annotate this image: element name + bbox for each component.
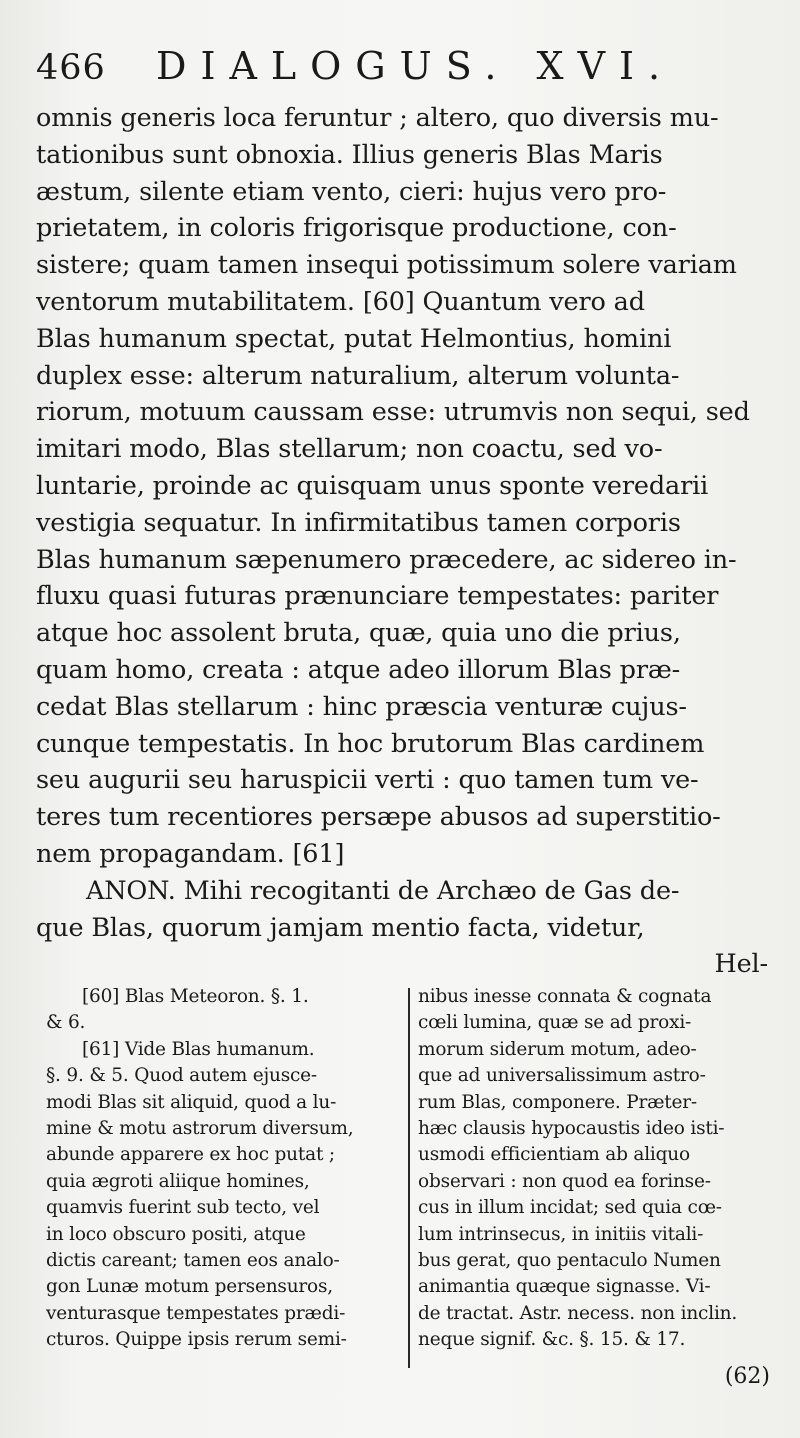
text-line: prietatem, in coloris frigorisque productione, con- [36,213,677,244]
text-line: cunque tempestatis. In hoc brutorum Blas cardinem [36,728,705,759]
text-line: vestigia sequatur. In infirmitatibus tamen corporis [36,507,681,538]
footnote-line: abunde apparere ex hoc putat ; [46,1144,335,1166]
text-line: teres tum recentiores persæpe abusos ad superstitio- [36,802,721,833]
footnote-line: hæc clausis hypocaustis ideo isti- [418,1117,725,1139]
footnote-line: cœli lumina, quæ se ad proxi- [418,1012,692,1034]
text-line: que Blas, quorum jamjam mentio facta, videtur, [36,912,645,943]
footnote-line: gon Lunæ motum persensuros, [46,1276,333,1298]
text-line: luntarie, proinde ac quisquam unus sponte veredarii [36,470,709,501]
main-text [36,100,776,983]
footnote-line: rum Blas, componere. Præter- [418,1091,697,1113]
text-line: riorum, motuum caussam esse: utrumvis non sequi, sed [36,397,750,428]
text-line: tationibus sunt obnoxia. Illius generis Blas Maris [36,139,663,170]
footnote-line: dictis careant; tamen eos analo- [46,1249,340,1271]
column-divider [408,988,410,1368]
text-line: imitari modo, Blas stellarum; non coactu, sed vo- [36,434,663,465]
footnotes [46,984,772,1394]
footnote-line: usmodi efficientiam ab aliquo [418,1144,690,1166]
footnote-line: observari : non quod ea forinse- [418,1170,711,1192]
footnote-line: [61] Vide Blas humanum. [82,1038,315,1060]
running-title: DIALOGUS. XVI. [156,44,675,88]
footnote-line: quia ægroti aliique homines, [46,1170,310,1192]
footnote-line: §. 9. & 5. Quod autem ejusce- [46,1065,317,1087]
footnote-line: que ad universalissimum astro- [418,1065,706,1087]
footnote-line: in loco obscuro positi, atque [46,1223,306,1245]
text-line: sistere; quam tamen insequi potissimum solere variam [36,250,737,281]
footnote-line: & 6. [46,1012,86,1034]
footnote-column-right [418,984,768,1353]
text-line: omnis generis loca feruntur ; altero, quo diversis mu- [36,103,719,133]
text-line: seu augurii seu haruspicii verti : quo tamen tum ve- [36,765,699,796]
footnote-line: neque signif. &c. §. 15. & 17. [418,1329,686,1351]
footnote-line: de tractat. Astr. necess. non inclin. [418,1302,738,1324]
footnote-line: venturasque tempestates prædi- [46,1302,346,1324]
text-line: quam homo, creata : atque adeo illorum Blas præ- [36,654,681,685]
footnote-line: morum siderum motum, adeo- [418,1038,697,1060]
signature-mark: (62) [724,1364,770,1389]
text-line: atque hoc assolent bruta, quæ, quia uno die prius, [36,618,681,649]
page-header [36,42,776,102]
footnote-line: modi Blas sit aliquid, quod a lu- [46,1091,337,1113]
page-number: 466 [36,48,106,88]
footnote-line: mine & motu astrorum diversum, [46,1117,354,1139]
text-line: æstum, silente etiam vento, cieri: hujus vero pro- [36,176,667,207]
footnote-line: nibus inesse connata & cognata [418,986,712,1007]
text-line: fluxu quasi futuras prænunciare tempestates: pariter [36,581,719,612]
footnote-line: cturos. Quippe ipsis rerum semi- [46,1329,347,1351]
footnote-line: quamvis fuerint sub tecto, vel [46,1197,320,1219]
text-line: cedat Blas stellarum : hinc præscia venturæ cujus- [36,691,687,722]
text-line: ANON. Mihi recogitanti de Archæo de Gas de- [86,875,680,906]
catchword: Hel- [714,949,768,980]
footnote-line: [60] Blas Meteoron. §. 1. [82,986,309,1007]
footnote-line: cus in illum incidat; sed quia cœ- [418,1197,722,1219]
text-line: duplex esse: alterum naturalium, alterum volunta- [36,360,680,391]
footnote-column-left [46,984,396,1353]
text-line: ventorum mutabilitatem. [60] Quantum vero ad [36,286,645,317]
footnote-line: animantia quæque signasse. Vi- [418,1276,711,1298]
text-line: Blas humanum sæpenumero præcedere, ac sidereo in- [36,544,737,575]
footnote-line: lum intrinsecus, in initiis vitali- [418,1223,704,1245]
text-line: nem propagandam. [61] [36,838,345,869]
text-line: Blas humanum spectat, putat Helmontius, homini [36,323,672,354]
footnote-line: bus gerat, quo pentaculo Numen [418,1249,721,1271]
